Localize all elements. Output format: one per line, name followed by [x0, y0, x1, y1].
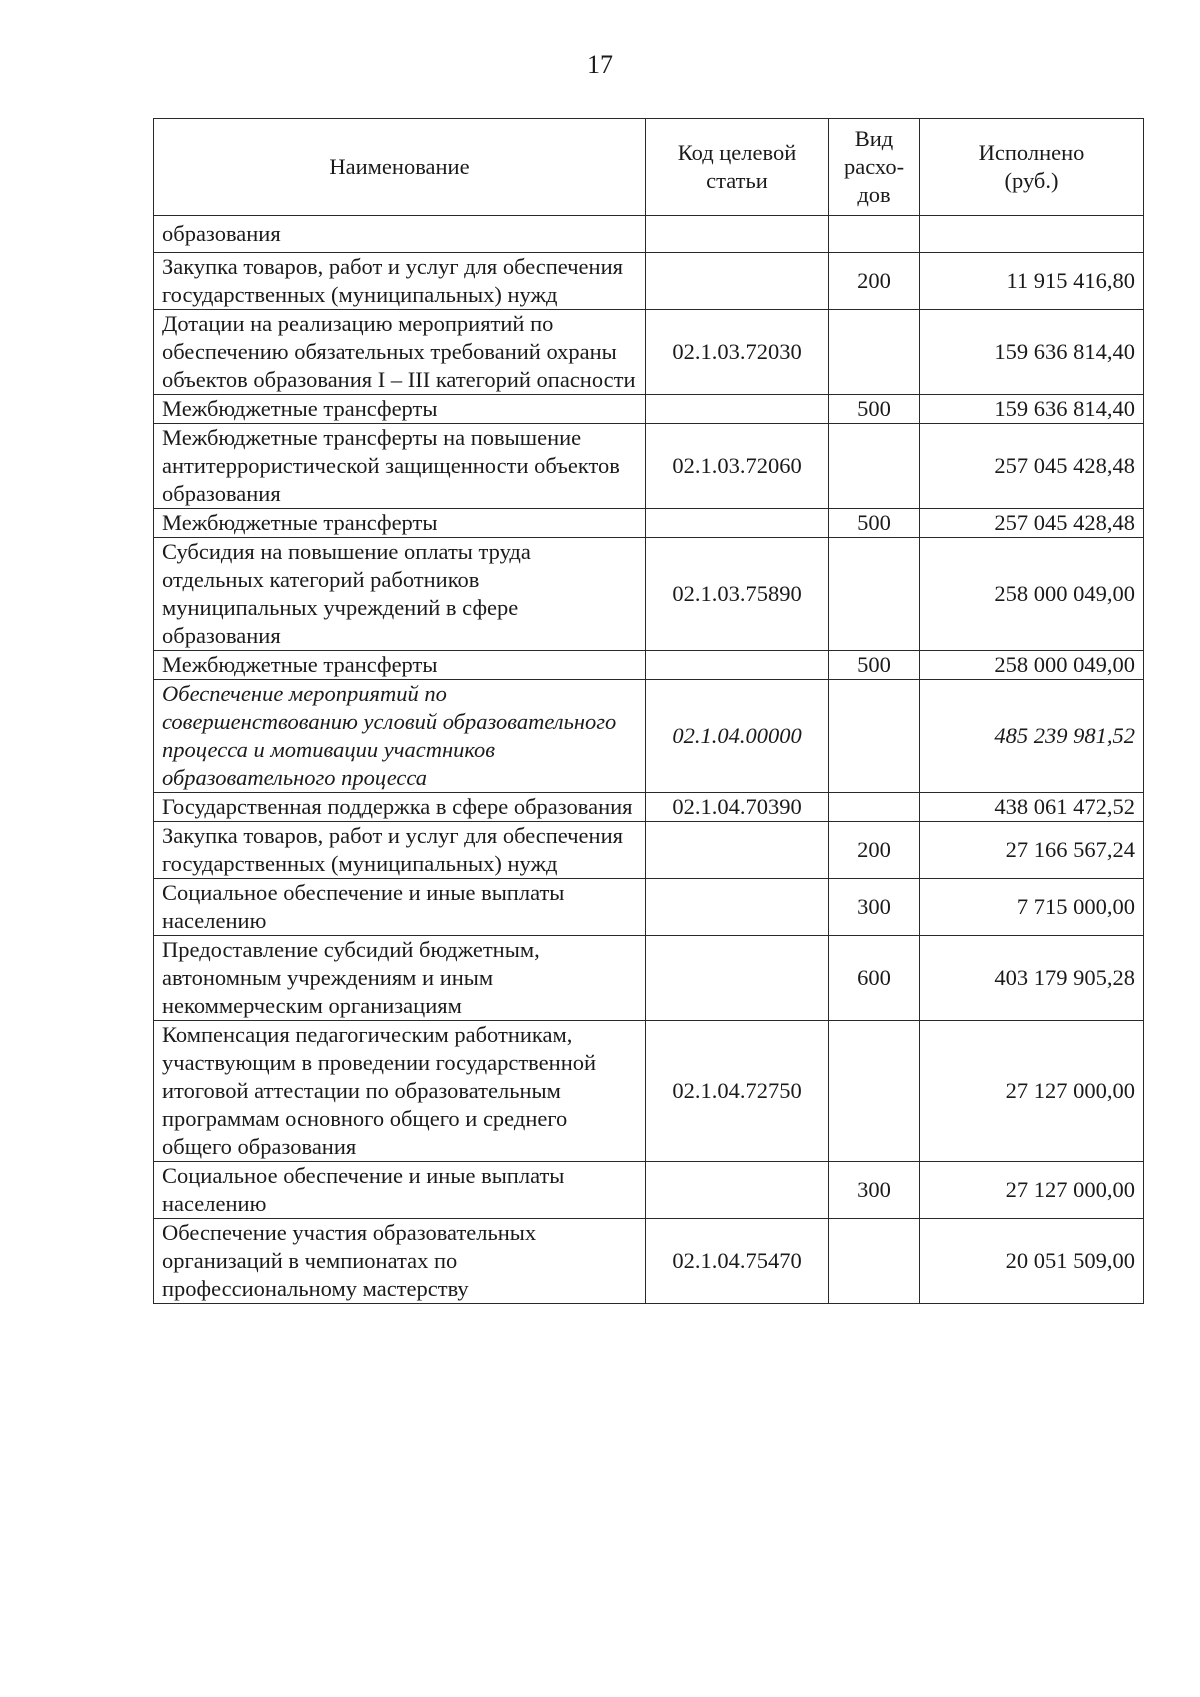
cell-name: Обеспечение мероприятий по совершенствованию условий образовательного процесса и мотивации участников образовательного процесса [154, 680, 646, 793]
header-code-text: Код целевой статьи [677, 140, 797, 193]
header-kind-text: Вид расхо-дов [844, 126, 905, 207]
cell-code [646, 879, 829, 936]
cell-kind [829, 680, 920, 793]
cell-kind [829, 310, 920, 395]
cell-amount: 438 061 472,52 [920, 793, 1144, 822]
cell-kind: 300 [829, 1162, 920, 1219]
table-row [154, 822, 1144, 879]
table-row [154, 253, 1144, 310]
cell-amount: 27 127 000,00 [920, 1162, 1144, 1219]
table-row [154, 936, 1144, 1021]
cell-kind [829, 538, 920, 651]
cell-name: Субсидия на повышение оплаты труда отдельных категорий работников муниципальных учреждений в сфере образования [154, 538, 646, 651]
cell-name: Закупка товаров, работ и услуг для обеспечения государственных (муниципальных) нужд [154, 822, 646, 879]
table-row [154, 793, 1144, 822]
cell-code: 02.1.04.75470 [646, 1219, 829, 1304]
cell-amount: 27 166 567,24 [920, 822, 1144, 879]
budget-table [153, 118, 1144, 1304]
cell-amount: 258 000 049,00 [920, 651, 1144, 680]
cell-amount [920, 216, 1144, 253]
cell-code [646, 651, 829, 680]
table-row [154, 680, 1144, 793]
cell-code: 02.1.03.75890 [646, 538, 829, 651]
cell-amount: 27 127 000,00 [920, 1021, 1144, 1162]
cell-amount: 258 000 049,00 [920, 538, 1144, 651]
cell-name: Обеспечение участия образовательных организаций в чемпионатах по профессиональному мастерству [154, 1219, 646, 1304]
cell-code: 02.1.03.72030 [646, 310, 829, 395]
cell-code [646, 395, 829, 424]
table-row [154, 310, 1144, 395]
cell-kind: 600 [829, 936, 920, 1021]
cell-code [646, 1162, 829, 1219]
cell-amount: 257 045 428,48 [920, 509, 1144, 538]
header-name: Наименование [154, 119, 646, 216]
cell-amount: 485 239 981,52 [920, 680, 1144, 793]
cell-amount: 20 051 509,00 [920, 1219, 1144, 1304]
cell-amount: 257 045 428,48 [920, 424, 1144, 509]
table-row [154, 216, 1144, 253]
cell-name: Дотации на реализацию мероприятий по обеспечению обязательных требований охраны объектов образования I – III категорий опасности [154, 310, 646, 395]
cell-name: Межбюджетные трансферты на повышение антитеррористической защищенности объектов образования [154, 424, 646, 509]
cell-name: Межбюджетные трансферты [154, 651, 646, 680]
table-row [154, 1162, 1144, 1219]
cell-code [646, 253, 829, 310]
cell-code: 02.1.03.72060 [646, 424, 829, 509]
table-row [154, 509, 1144, 538]
cell-kind: 500 [829, 651, 920, 680]
table-row [154, 651, 1144, 680]
cell-name: Предоставление субсидий бюджетным, автономным учреждениям и иным некоммерческим организациям [154, 936, 646, 1021]
cell-kind [829, 1219, 920, 1304]
cell-name: образования [154, 216, 646, 253]
cell-code: 02.1.04.00000 [646, 680, 829, 793]
cell-kind [829, 424, 920, 509]
cell-code [646, 936, 829, 1021]
cell-kind [829, 216, 920, 253]
cell-code: 02.1.04.70390 [646, 793, 829, 822]
cell-name: Социальное обеспечение и иные выплаты населению [154, 879, 646, 936]
cell-name: Закупка товаров, работ и услуг для обеспечения государственных (муниципальных) нужд [154, 253, 646, 310]
table-row [154, 1219, 1144, 1304]
page-number: 17 [587, 50, 613, 79]
cell-code: 02.1.04.72750 [646, 1021, 829, 1162]
cell-name: Социальное обеспечение и иные выплаты населению [154, 1162, 646, 1219]
cell-kind: 200 [829, 253, 920, 310]
cell-kind: 200 [829, 822, 920, 879]
cell-code [646, 509, 829, 538]
cell-code [646, 216, 829, 253]
cell-amount: 159 636 814,40 [920, 395, 1144, 424]
table-row [154, 424, 1144, 509]
header-amount [920, 119, 1144, 216]
cell-kind [829, 793, 920, 822]
cell-name: Компенсация педагогическим работникам, участвующим в проведении государственной итоговой аттестации по образовательным программам основного общего и среднего общего образования [154, 1021, 646, 1162]
cell-amount: 7 715 000,00 [920, 879, 1144, 936]
cell-kind: 500 [829, 509, 920, 538]
cell-name: Межбюджетные трансферты [154, 395, 646, 424]
cell-amount: 11 915 416,80 [920, 253, 1144, 310]
cell-amount: 159 636 814,40 [920, 310, 1144, 395]
cell-code [646, 822, 829, 879]
table-row [154, 1021, 1144, 1162]
cell-kind [829, 1021, 920, 1162]
table-row [154, 879, 1144, 936]
cell-name: Межбюджетные трансферты [154, 509, 646, 538]
cell-amount: 403 179 905,28 [920, 936, 1144, 1021]
table-row [154, 538, 1144, 651]
header-amount-text: Исполнено (руб.) [978, 140, 1085, 193]
header-kind [829, 119, 920, 216]
table-row [154, 395, 1144, 424]
cell-name: Государственная поддержка в сфере образования [154, 793, 646, 822]
header-code [646, 119, 829, 216]
cell-kind: 500 [829, 395, 920, 424]
cell-kind: 300 [829, 879, 920, 936]
table-header-row [154, 119, 1144, 216]
